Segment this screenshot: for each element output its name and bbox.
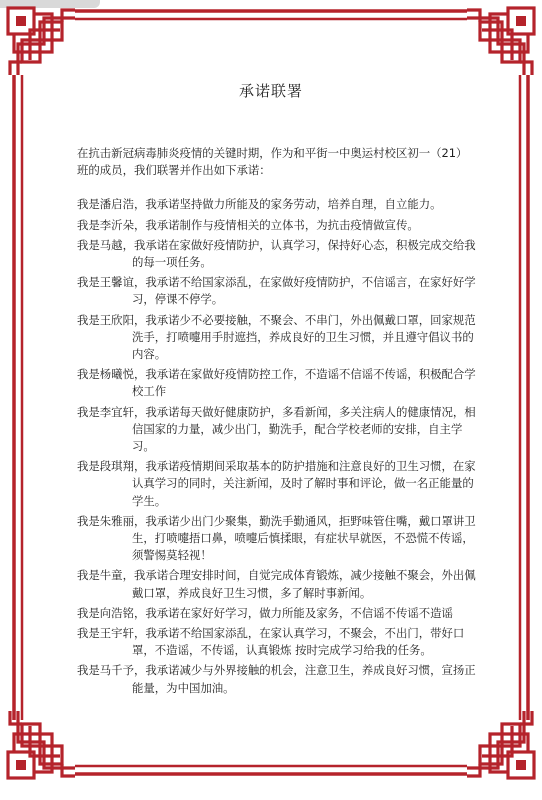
pledge-item: 我是段琪翔，我承诺疫情期间采取基本的防护措施和注意良好的卫生习惯，在家认真学习的同时，关注新闻，及时了解时事和评论，做一名正能量的学生。: [77, 459, 476, 508]
pledge-item: 我是朱雅丽，我承诺少出门少聚集，勤洗手勤通风，拒野味管住嘴，戴口罩讲卫生，打喷嚏捂口鼻，喷嚏后慎揉眼，有症状早就医，不恐慌不传谣，须警惕莫轻视！: [77, 513, 476, 563]
corner-ornament-bottom-left: [8, 711, 75, 778]
pledge-item: 我是牛童，我承诺合理安排时间，自觉完成体育锻炼，减少接触不聚会，外出佩戴口罩，养成良好卫生习惯，多了解时事新闻。: [77, 568, 476, 600]
intro-paragraph: 在抗击新冠病毒肺炎疫情的关键时期，作为和平街一中奥运村校区初一（21）班的成员，我们联署并作出如下承诺：: [77, 146, 468, 178]
pledge-item: 我是王欣阳，我承诺少不必要接触，不聚会、不串门，外出佩戴口罩，回家规范洗手，打喷嚏用手肘遮挡，养成良好的卫生习惯，并且遵守倡议书的内容。: [77, 312, 476, 362]
pledge-item: 我是马越，我承诺在家做好疫情防护，认真学习，保持好心态，积极完成交给我的每一项任务。: [77, 237, 476, 270]
pledge-item: 我是潘启浩，我承诺坚持做力所能及的家务劳动，培养自理，自立能力。: [77, 197, 442, 212]
document-body: [77, 145, 477, 700]
pledge-item: 我是王宇轩，我承诺不给国家添乱，在家认真学习，不聚会，不出门，带好口罩，不造谣，不传谣，认真锻炼 按时完成学习给我的任务。: [77, 626, 465, 658]
page-title: 承诺联署: [238, 82, 303, 100]
pledge-item: 我是王馨谊，我承诺不给国家添乱，在家做好疫情防护，不信谣言，在家好好学习，停课不停学。: [77, 275, 476, 307]
pledge-item: 我是杨曦悦，我承诺在家做好疫情防控工作，不造谣不信谣不传谣，积极配合学校工作: [77, 367, 476, 399]
pledge-item: 我是马千予，我承诺减少与外界接触的机会，注意卫生，养成良好习惯，宣扬正能量，为中国加油。: [77, 663, 476, 695]
corner-ornament-top-right: [467, 8, 534, 75]
pledge-item: 我是李宜轩，我承诺每天做好健康防护，多看新闻，多关注病人的健康情况，相信国家的力量，减少出门，勤洗手，配合学校老师的安排，自主学习。: [77, 404, 476, 454]
corner-ornament-bottom-right: [467, 711, 534, 778]
pledge-item: 我是向浩铭，我承诺在家好好学习，做力所能及家务，不信谣不传谣不造谣: [77, 605, 453, 620]
corner-ornament-top-left: [8, 8, 75, 75]
pledge-item: 我是李沂朵，我承诺制作与疫情相关的立体书，为抗击疫情做宣传。: [77, 217, 419, 232]
